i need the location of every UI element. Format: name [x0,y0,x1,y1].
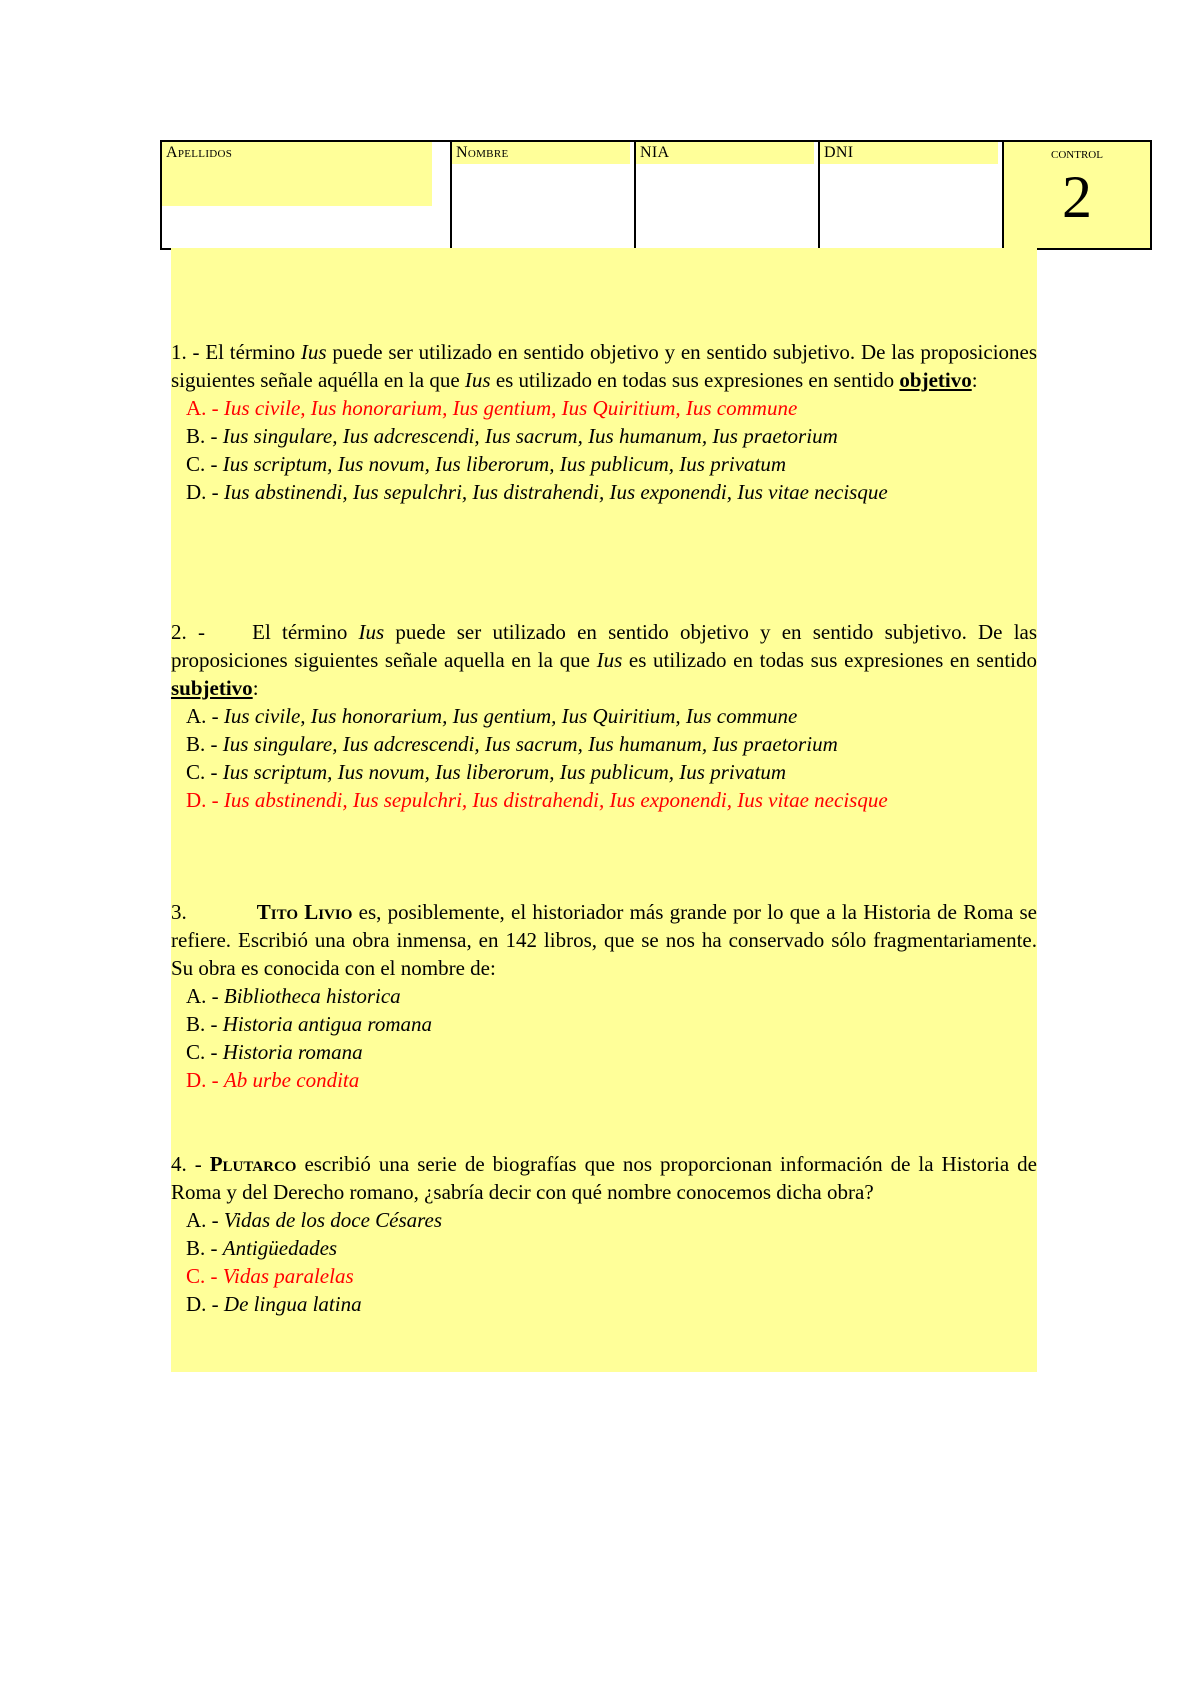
option-b[interactable]: B. - Antigüedades [186,1236,338,1260]
question-4 [171,1150,1037,1318]
option-a[interactable]: A. - Ius civile, Ius honorarium, Ius gentium, Ius Quiritium, Ius commune [186,704,798,728]
control-number: 2 [1062,164,1092,230]
option-a[interactable]: A. - Bibliotheca historica [186,984,401,1008]
student-info-table [160,140,1152,250]
nombre-cell[interactable] [451,141,635,249]
question-text: 2. - El término Ius puede ser utilizado en sentido objetivo y en sentido subjetivo. De las proposiciones siguientes señale aquella en la que Ius es utilizado en todas sus expresiones en sentido subjetivo: [171,620,1038,700]
option-b[interactable]: B. - Ius singulare, Ius adcrescendi, Ius sacrum, Ius humanum, Ius praetorium [186,424,838,448]
option-c[interactable]: C. - Vidas paralelas [186,1264,354,1288]
question-text: 3. Tito Livio es, posiblemente, el historiador más grande por lo que a la Historia de Roma se refiere. Escribió una obra inmensa, en 142 libros, que se nos ha conservado sólo fragmentariamente. Su obra es conocida con el nombre de: [171,900,1037,980]
option-d[interactable]: D. - De lingua latina [186,1292,362,1316]
keyword: objetivo [899,368,972,392]
option-d[interactable]: D. - Ius abstinendi, Ius sepulchri, Ius distrahendi, Ius exponendi, Ius vitae necisque [186,480,888,504]
question-text: 4. - Plutarco escribió una serie de biografías que nos proporcionan información de la Historia de Roma y del Derecho romano, ¿sabría decir con qué nombre conocemos dicha obra? [171,1152,1037,1204]
control-cell [1003,141,1151,249]
option-b[interactable]: B. - Ius singulare, Ius adcrescendi, Ius sacrum, Ius humanum, Ius praetorium [186,732,838,756]
option-d[interactable]: D. - Ius abstinendi, Ius sepulchri, Ius distrahendi, Ius exponendi, Ius vitae necisque [186,788,888,812]
option-b[interactable]: B. - Historia antigua romana [186,1012,432,1036]
question-1 [171,338,1037,506]
nia-label: NIA [636,142,814,164]
option-d[interactable]: D. - Ab urbe condita [186,1068,360,1092]
question-2 [171,618,1037,814]
option-c[interactable]: C. - Ius scriptum, Ius novum, Ius liberorum, Ius publicum, Ius privatum [186,760,787,784]
dni-label: DNI [820,142,998,164]
question-text: 1. - El término Ius puede ser utilizado en sentido objetivo y en sentido subjetivo. De las proposiciones siguientes señale aquélla en la que Ius es utilizado en todas sus expresiones en sentido objetivo: [171,340,1038,392]
apellidos-label: Apellidos [162,142,432,206]
option-a[interactable]: A. - Vidas de los doce Césares [186,1208,443,1232]
option-c[interactable]: C. - Ius scriptum, Ius novum, Ius liberorum, Ius publicum, Ius privatum [186,452,787,476]
dni-cell[interactable] [819,141,1003,249]
nombre-label: Nombre [452,142,630,164]
questions-panel [171,248,1037,1372]
option-a[interactable]: A. - Ius civile, Ius honorarium, Ius gentium, Ius Quiritium, Ius commune [186,396,798,420]
nia-cell[interactable] [635,141,819,249]
option-c[interactable]: C. - Historia romana [186,1040,363,1064]
author-name: Tito Livio [256,900,353,924]
keyword: subjetivo [171,676,253,700]
control-label: control [1051,146,1103,162]
question-3 [171,898,1037,1094]
apellidos-cell[interactable] [161,141,451,249]
author-name: Plutarco [209,1152,297,1176]
